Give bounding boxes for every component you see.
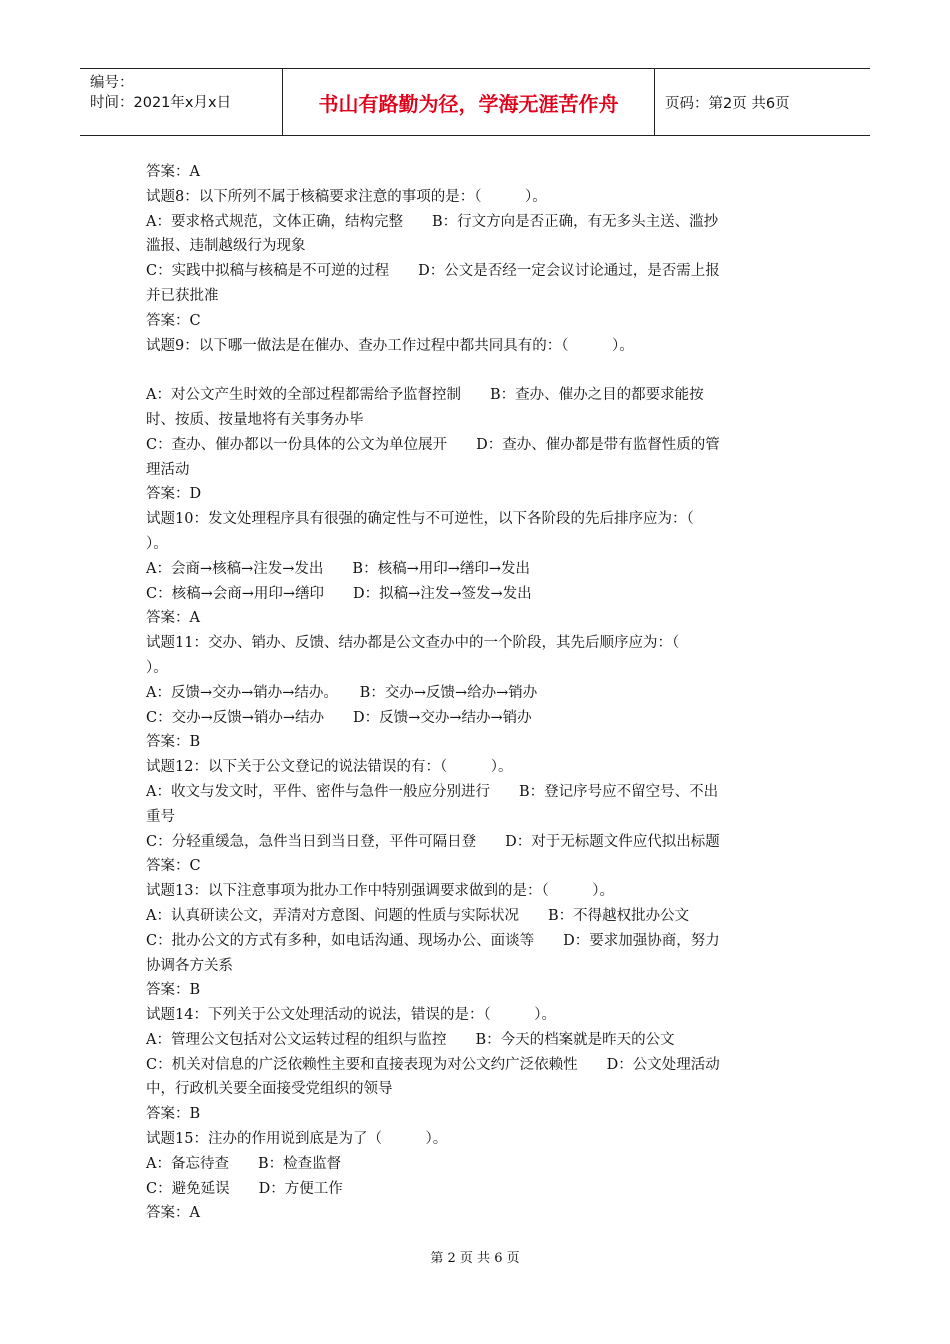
text-line: 答案：C (146, 312, 201, 329)
text-line: 答案：A (146, 164, 200, 180)
text-line: 并已获批准 (146, 287, 219, 304)
text-line: C：分轻重缓急，急件当日到当日登，平件可隔日登 D：对于无标题文件应代拟出标题 (146, 833, 720, 850)
page-header (80, 68, 870, 136)
text-line: 试题9：以下哪一做法是在催办、查办工作过程中都共同具有的：（ ）。 (146, 337, 634, 354)
text-line: A：管理公文包括对公文运转过程的组织与监控 B：今天的档案就是昨天的公文 (146, 1031, 675, 1048)
text-line: 答案：C (146, 858, 201, 875)
text-line: 滥报、违制越级行为现象 (146, 238, 306, 255)
text-line: 理活动 (146, 461, 190, 478)
text-line: 答案：B (146, 1106, 201, 1123)
text-line: 答案：B (146, 734, 201, 751)
text-line: A：收文与发文时，平件、密件与急件一般应分别进行 B：登记序号应不留空号、不出 (146, 783, 719, 800)
text-line: 重号 (146, 808, 175, 825)
text-line: 答案：D (146, 486, 202, 503)
text-line: 答案：A (146, 1205, 200, 1222)
text-line: A：对公文产生时效的全部过程都需给予监督控制 B：查办、催办之目的都要求能按 (146, 387, 704, 404)
text-line: ）。 (146, 535, 168, 552)
text-line: 试题11：交办、销办、反馈、结办都是公文查办中的一个阶段，其先后顺序应为：（ (146, 635, 680, 652)
text-line: A：会商→核稿→注发→发出 B：核稿→用印→缮印→发出 (146, 560, 531, 577)
text-line: 中，行政机关要全面接受党组织的领导 (146, 1081, 393, 1098)
time-label: 时间：2021年x月x日 (90, 95, 232, 111)
number-label: 编号： (90, 75, 134, 91)
header-info (80, 69, 283, 135)
text-line: C：查办、催办都以一份具体的公文为单位展开 D：查办、催办都是带有监督性质的管 (146, 436, 720, 453)
header-page-code: 页码：第2页 共6页 (665, 95, 790, 112)
text-line: ）。 (146, 659, 168, 676)
text-line: 答案：A (146, 610, 200, 627)
text-line: 试题14：下列关于公文处理活动的说法，错误的是：（ ）。 (146, 1007, 556, 1024)
text-line: C：交办→反馈→销办→结办 D：反馈→交办→结办→销办 (146, 709, 532, 726)
document-body (146, 160, 806, 1226)
blank-line (146, 358, 806, 383)
text-line: C：机关对信息的广泛依赖性主要和直接表现为对公文约广泛依赖性 D：公文处理活动 (146, 1056, 720, 1073)
text-line: C：避免延误 D：方便工作 (146, 1180, 343, 1197)
text-line: C：批办公文的方式有多种，如电话沟通、现场办公、面谈等 D：要求加强协商，努力 (146, 932, 720, 949)
text-line: 协调各方关系 (146, 957, 233, 974)
text-line: 时、按质、按量地将有关事务办毕 (146, 411, 364, 428)
text-line: 试题12：以下关于公文登记的说法错误的有：（ ）。 (146, 759, 513, 776)
text-line: 答案：B (146, 982, 201, 999)
text-line: 试题13：以下注意事项为批办工作中特别强调要求做到的是：（ ）。 (146, 883, 614, 900)
header-motto: 书山有路勤为径，学海无涯苦作舟 (283, 69, 655, 135)
page-footer: 第 2 页 共 6 页 (430, 1251, 520, 1266)
text-line: 试题10：发文处理程序具有很强的确定性与不可逆性，以下各阶段的先后排序应为：（ (146, 511, 694, 528)
text-line: 试题15：注办的作用说到底是为了（ ）。 (146, 1131, 448, 1148)
text-line: C：实践中拟稿与核稿是不可逆的过程 D：公文是否经一定会议讨论通过，是否需上报 (146, 263, 720, 280)
text-line: A：反馈→交办→销办→结办。 B：交办→反馈→给办→销办 (146, 684, 538, 701)
text-line: A：要求格式规范，文体正确，结构完整 B：行文方向是否正确，有无多头主送、滥抄 (146, 213, 719, 230)
text-line: A：认真研读公文，弄清对方意图、问题的性质与实际状况 B：不得越权批办公文 (146, 907, 690, 924)
text-line: C：核稿→会商→用印→缮印 D：拟稿→注发→签发→发出 (146, 585, 532, 602)
text-line: 试题8：以下所列不属于核稿要求注意的事项的是：（ ）。 (146, 188, 547, 205)
text-line: A：备忘待查 B：检查监督 (146, 1155, 342, 1172)
